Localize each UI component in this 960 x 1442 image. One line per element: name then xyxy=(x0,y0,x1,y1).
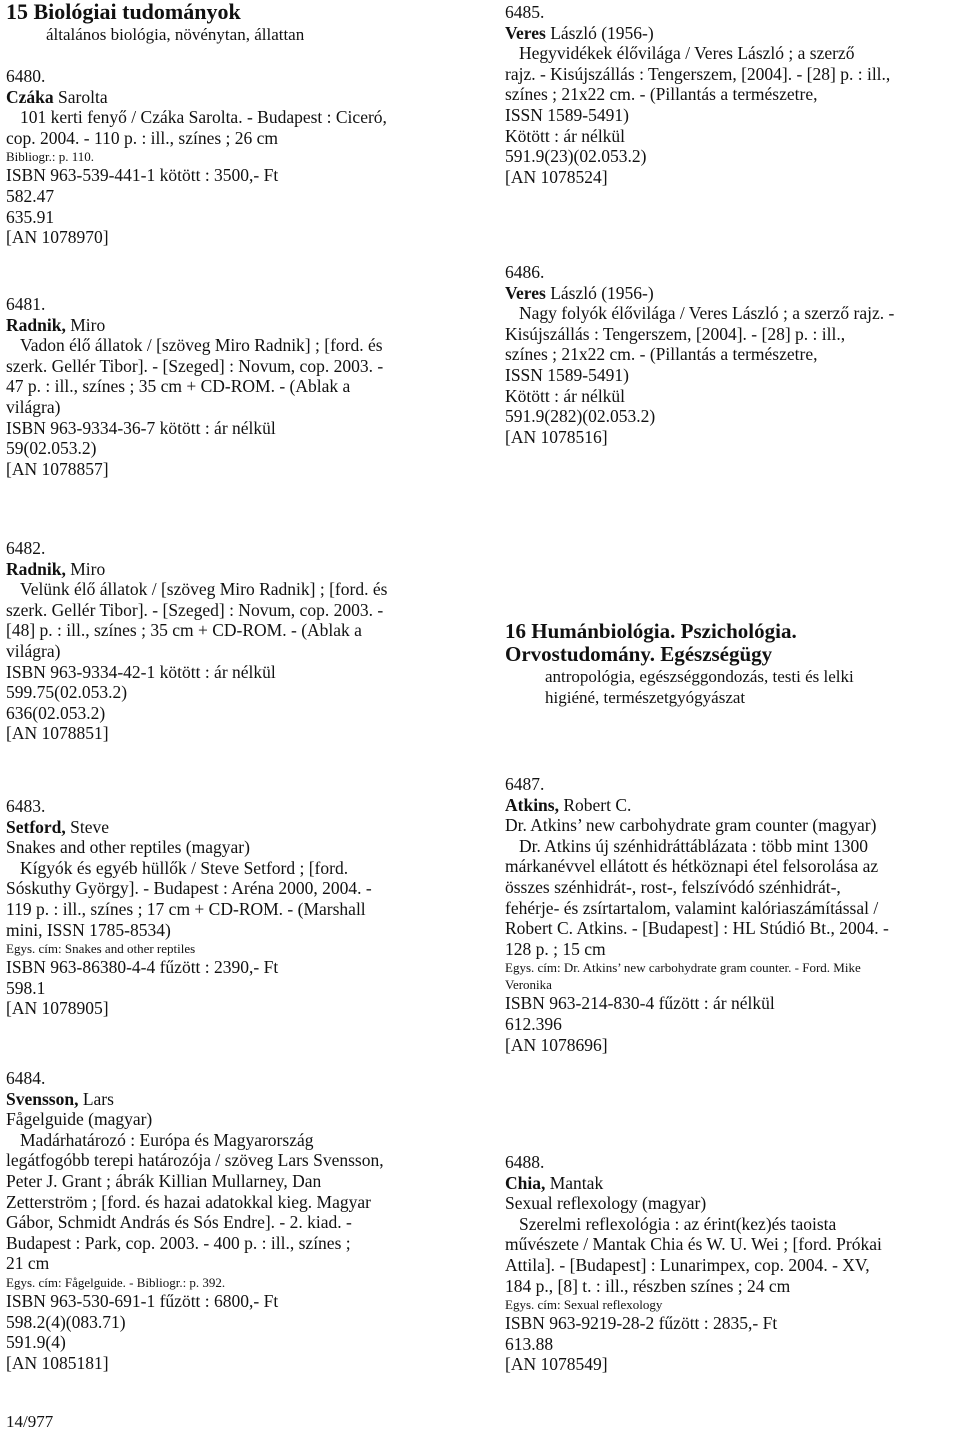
author-surname: Chia, xyxy=(505,1172,546,1193)
entry-price: Kötött : ár nélkül xyxy=(505,385,626,406)
catalog-entry-6483 xyxy=(6,796,461,1019)
author-given: Miro xyxy=(65,558,106,579)
entry-line: mini, ISSN 1785-8534) xyxy=(6,919,171,940)
entry-number: 6488. xyxy=(505,1152,545,1172)
entry-line: Vadon élő állatok / [szöveg Miro Radnik] ; [ford. és xyxy=(20,335,383,356)
entry-line: rajz. - Kisújszállás : Tengerszem, [2004]. - [28] p. : ill., xyxy=(505,63,891,84)
entry-number: 6485. xyxy=(505,2,545,22)
entry-line: 184 p., [8] t. : ill., részben színes ; 24 cm xyxy=(505,1275,791,1296)
entry-number: 6481. xyxy=(6,294,46,314)
entry-class: 591.9(282)(02.053.2) xyxy=(505,406,656,427)
entry-line: színes ; 21x22 cm. - (Pillantás a természetre, xyxy=(505,344,818,365)
entry-class: 598.1 xyxy=(6,977,46,998)
entry-line: színes ; 21x22 cm. - (Pillantás a természetre, xyxy=(505,84,818,105)
entry-an: [AN 1078851] xyxy=(6,723,109,744)
entry-isbn: ISBN 963-9334-36-7 kötött : ár nélkül xyxy=(6,417,276,438)
section-title-line: 16 Humánbiológia. Pszichológia. xyxy=(505,619,797,643)
section-title-line: Orvostudomány. Egészségügy xyxy=(505,642,773,666)
entry-an: [AN 1078516] xyxy=(505,426,608,447)
entry-author xyxy=(505,23,960,44)
entry-author xyxy=(505,795,960,816)
author-surname: Svensson, xyxy=(6,1088,79,1109)
entry-line: legátfogóbb terepi határozója / szöveg Lars Svensson, xyxy=(6,1150,384,1171)
entry-line: fehérje- és zsírtartalom, valamint kalóriaszámítással / xyxy=(505,897,879,918)
entry-author xyxy=(6,315,461,336)
entry-line: Snakes and other reptiles (magyar) xyxy=(6,837,250,858)
entry-line: [48] p. : ill., színes ; 35 cm + CD-ROM. - (Ablak a xyxy=(6,620,362,641)
page-number: 14/977 xyxy=(6,1412,54,1431)
entry-note: Bibliogr.: p. 110. xyxy=(6,149,94,165)
catalog-entry-6488 xyxy=(505,1152,960,1375)
entry-isbn: ISBN 963-9219-28-2 fűzött : 2835,- Ft xyxy=(505,1313,778,1334)
entry-line: márkanévvel ellátott és hétköznapi étel felsorolása az xyxy=(505,856,879,877)
entry-class: 635.91 xyxy=(6,206,55,227)
entry-note: Egys. cím: Snakes and other reptiles xyxy=(6,941,196,957)
entry-isbn: ISBN 963-86380-4-4 fűzött : 2390,- Ft xyxy=(6,957,279,978)
entry-class: 591.9(4) xyxy=(6,1332,66,1353)
entry-line: Velünk élő állatok / [szöveg Miro Radnik] ; [ford. és xyxy=(20,579,388,600)
catalog-entry-6481 xyxy=(6,294,461,479)
author-surname: Radnik, xyxy=(6,314,66,335)
author-given: László (1956-) xyxy=(545,22,654,43)
entry-class: 598.2(4)(083.71) xyxy=(6,1311,126,1332)
entry-line: Budapest : Park, cop. 2003. - 400 p. : ill., színes ; xyxy=(6,1232,351,1253)
entry-note: Veronika xyxy=(505,977,552,993)
entry-line: Kisújszállás : Tengerszem, [2004]. - [28] p. : ill., xyxy=(505,323,846,344)
entry-number: 6487. xyxy=(505,774,545,794)
author-surname: Czáka xyxy=(6,86,54,107)
author-surname: Radnik, xyxy=(6,558,66,579)
author-given: Miro xyxy=(65,314,106,335)
entry-author xyxy=(6,1089,461,1110)
author-given: Mantak xyxy=(545,1172,604,1193)
entry-number: 6483. xyxy=(6,796,46,816)
author-surname: Veres xyxy=(505,22,546,43)
entry-line: Gábor, Schmidt András és Sós Endre]. - 2. kiad. - xyxy=(6,1212,352,1233)
entry-price: Kötött : ár nélkül xyxy=(505,125,626,146)
catalog-entry-6480 xyxy=(6,66,461,248)
section-subtitle-line: antropológia, egészséggondozás, testi és lelki xyxy=(545,667,854,686)
entry-author xyxy=(505,1173,960,1194)
entry-an: [AN 1078905] xyxy=(6,998,109,1019)
entry-author xyxy=(505,283,960,304)
entry-isbn: ISBN 963-9334-42-1 kötött : ár nélkül xyxy=(6,661,276,682)
entry-line: világra) xyxy=(6,396,61,417)
entry-line: ISSN 1589-5491) xyxy=(505,364,629,385)
entry-isbn: ISBN 963-214-830-4 fűzött : ár nélkül xyxy=(505,993,775,1014)
entry-author xyxy=(6,559,461,580)
catalog-entry-6485 xyxy=(505,2,960,187)
entry-line: 47 p. : ill., színes ; 35 cm + CD-ROM. - (Ablak a xyxy=(6,376,351,397)
entry-line: Dr. Atkins’ new carbohydrate gram counter (magyar) xyxy=(505,815,877,836)
entry-line: világra) xyxy=(6,640,61,661)
entry-class: 636(02.053.2) xyxy=(6,702,106,723)
entry-line: 21 cm xyxy=(6,1253,50,1274)
entry-line: Kígyók és egyéb hüllők / Steve Setford ; [ford. xyxy=(20,857,349,878)
entry-class: 582.47 xyxy=(6,185,55,206)
section-16-header xyxy=(505,620,960,708)
entry-isbn: ISBN 963-539-441-1 kötött : 3500,- Ft xyxy=(6,165,279,186)
entry-line: Attila]. - [Budapest] : Lunarimpex, cop. 2004. - XV, xyxy=(505,1254,870,1275)
entry-an: [AN 1078970] xyxy=(6,227,109,248)
entry-class: 59(02.053.2) xyxy=(6,438,97,459)
author-given: Robert C. xyxy=(558,794,632,815)
author-surname: Veres xyxy=(505,282,546,303)
entry-line: Dr. Atkins új szénhidráttáblázata : több mint 1300 xyxy=(519,835,868,856)
entry-author xyxy=(6,87,461,108)
entry-line: ISSN 1589-5491) xyxy=(505,104,629,125)
section-15-header xyxy=(6,0,461,45)
entry-line: cop. 2004. - 110 p. : ill., színes ; 26 cm xyxy=(6,127,279,148)
author-given: Steve xyxy=(65,816,110,837)
entry-note: Egys. cím: Dr. Atkins’ new carbohydrate gram counter. - Ford. Mike xyxy=(505,960,861,976)
entry-an: [AN 1078524] xyxy=(505,166,608,187)
catalog-entry-6487 xyxy=(505,774,960,1055)
entry-line: 128 p. ; 15 cm xyxy=(505,938,606,959)
entry-note: Egys. cím: Sexual reflexology xyxy=(505,1297,663,1313)
entry-class: 613.88 xyxy=(505,1333,554,1354)
entry-line: Sóskuthy György]. - Budapest : Aréna 2000, 2004. - xyxy=(6,878,372,899)
author-surname: Setford, xyxy=(6,816,66,837)
entry-line: 119 p. : ill., színes ; 17 cm + CD-ROM. - (Marshall xyxy=(6,898,366,919)
entry-class: 599.75(02.053.2) xyxy=(6,682,128,703)
entry-line: Madárhatározó : Európa és Magyarország xyxy=(20,1129,314,1150)
entry-isbn: ISBN 963-530-691-1 fűzött : 6800,- Ft xyxy=(6,1290,279,1311)
entry-number: 6486. xyxy=(505,262,545,282)
section-subtitle-line: higiéné, természetgyógyászat xyxy=(545,688,746,707)
author-given: Sarolta xyxy=(53,86,108,107)
entry-line: szerk. Gellér Tibor]. - [Szeged] : Novum, cop. 2003. - xyxy=(6,599,384,620)
entry-an: [AN 1085181] xyxy=(6,1352,109,1373)
entry-line: művészete / Mantak Chia és W. U. Wei ; [ford. Prókai xyxy=(505,1234,882,1255)
entry-line: Fågelguide (magyar) xyxy=(6,1109,153,1130)
entry-class: 591.9(23)(02.053.2) xyxy=(505,146,647,167)
entry-number: 6482. xyxy=(6,538,46,558)
entry-number: 6480. xyxy=(6,66,46,86)
entry-line: Hegyvidékek élővilága / Veres László ; a szerző xyxy=(519,43,855,64)
entry-note: Egys. cím: Fågelguide. - Bibliogr.: p. 392. xyxy=(6,1274,226,1290)
catalog-entry-6482 xyxy=(6,538,461,744)
entry-an: [AN 1078696] xyxy=(505,1034,608,1055)
catalog-entry-6484 xyxy=(6,1068,461,1373)
entry-line: 101 kerti fenyő / Czáka Sarolta. - Budapest : Ciceró, xyxy=(20,107,387,128)
author-given: Lars xyxy=(78,1088,114,1109)
entry-line: összes szénhidrát-, rost-, felszívódó szénhidrát-, xyxy=(505,876,841,897)
entry-class: 612.396 xyxy=(505,1013,562,1034)
entry-line: Sexual reflexology (magyar) xyxy=(505,1193,707,1214)
author-surname: Atkins, xyxy=(505,794,559,815)
section-title: 15 Biológiai tudományok xyxy=(6,0,241,24)
section-subtitle: általános biológia, növénytan, állattan xyxy=(46,25,305,44)
entry-an: [AN 1078549] xyxy=(505,1354,608,1375)
entry-line: Szerelmi reflexológia : az érint(kez)és taoista xyxy=(519,1213,837,1234)
entry-line: Peter J. Grant ; ábrák Killian Mullarney, Dan xyxy=(6,1170,322,1191)
entry-line: Nagy folyók élővilága / Veres László ; a szerző rajz. - xyxy=(519,303,895,324)
author-given: László (1956-) xyxy=(545,282,654,303)
catalog-entry-6486 xyxy=(505,262,960,447)
entry-line: Zetterström ; [ford. és hazai adatokkal kieg. Magyar xyxy=(6,1191,371,1212)
entry-line: Robert C. Atkins. - [Budapest] : HL Stúdió Bt., 2004. - xyxy=(505,918,889,939)
entry-an: [AN 1078857] xyxy=(6,458,109,479)
entry-author xyxy=(6,817,461,838)
entry-number: 6484. xyxy=(6,1068,46,1088)
entry-line: szerk. Gellér Tibor]. - [Szeged] : Novum, cop. 2003. - xyxy=(6,355,384,376)
